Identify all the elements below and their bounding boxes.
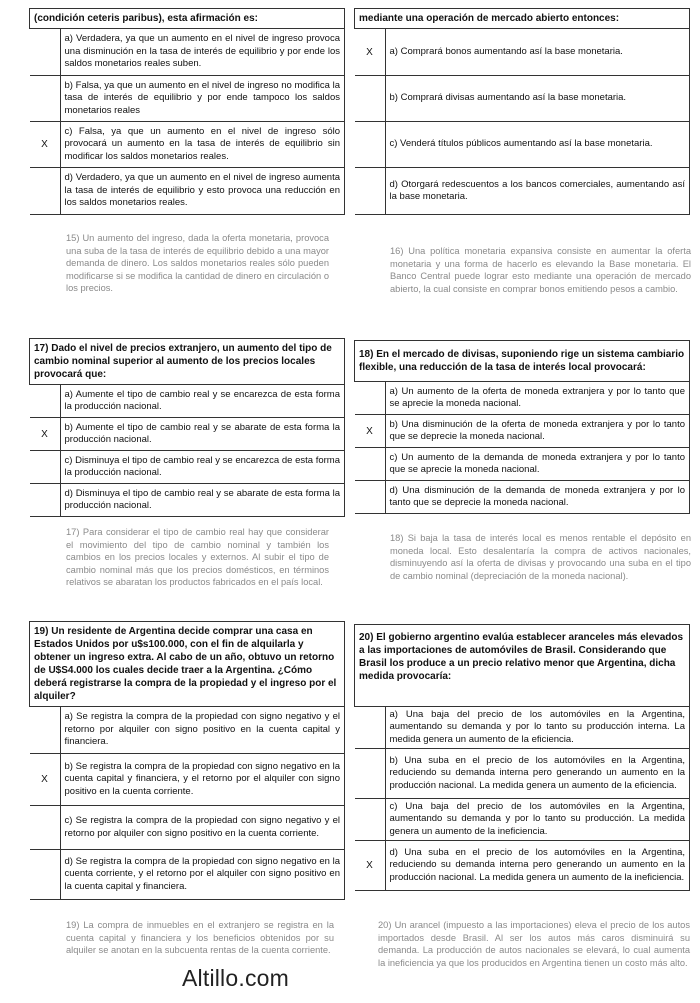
option-c: c) Un aumento de la demanda de moneda extranjera y por lo tanto que se aprecie la moneda nacional. bbox=[385, 448, 690, 481]
explanation-19: 19) La compra de inmuebles en el extranjero se registra en la cuenta capital y financiera y los beneficios obtenidos por su alquiler se anotan en la subcuenta rentas de la cuenta corriente. bbox=[66, 920, 334, 956]
option-a: a) Se registra la compra de la propiedad con signo negativo y el retorno por alquiler con signo positivo en la cuenta capital y financiera. bbox=[60, 707, 345, 754]
question-header: 17) Dado el nivel de precios extranjero, un aumento del tipo de cambio nominal superior al aumento de los precios locales provocará que: bbox=[30, 339, 345, 385]
explanation-15: 15) Un aumento del ingreso, dada la oferta monetaria, provoca una suba de la tasa de interés de equilibrio debido a una mayor demanda de dinero. Los saldos monetarios reales sólo pueden modificarse si se modifica la cantidad de dinero en circulación o los precios. bbox=[66, 233, 329, 294]
answer-mark bbox=[30, 451, 61, 484]
answer-mark bbox=[355, 448, 386, 481]
answer-mark bbox=[30, 29, 61, 76]
option-d: d) Verdadero, ya que un aumento en el nivel de ingreso aumenta la tasa de interés de equilibrio y esto provoca una reducción en los saldos monetarios reales. bbox=[60, 168, 345, 215]
question-header: 19) Un residente de Argentina decide comprar una casa en Estados Unidos por u$s100.000, con el fin de alquilarla y obtener un ingreso extra. Al cabo de un año, obtuvo un retorno de U$S4.000 los cuales decide traer a la Argentina. ¿Cómo deberá registrarse la compra de la propiedad y el ingreso por el alquiler? bbox=[30, 622, 345, 707]
answer-mark bbox=[30, 484, 61, 517]
question-20-table bbox=[354, 624, 690, 891]
question-header: mediante una operación de mercado abierto entonces: bbox=[355, 9, 690, 29]
option-c: c) Una baja del precio de los automóviles en la Argentina, aumentando su demanda y por lo tanto su producción. La medida genera un aumento de la ineficiencia. bbox=[385, 799, 690, 841]
option-d: d) Disminuya el tipo de cambio real y se abarate de esta forma la producción nacional. bbox=[60, 484, 345, 517]
question-17-table bbox=[29, 338, 345, 517]
answer-mark bbox=[355, 749, 386, 799]
option-c: c) Falsa, ya que un aumento en el nivel de ingreso sólo provocará un aumento en la tasa de interés de equilibrio sin modificar los saldos monetarios reales. bbox=[60, 122, 345, 168]
answer-mark bbox=[355, 481, 386, 514]
answer-mark: X bbox=[355, 415, 386, 448]
answer-mark bbox=[30, 385, 61, 418]
question-14-table bbox=[29, 8, 345, 215]
answer-mark bbox=[30, 707, 61, 754]
option-a: a) Verdadera, ya que un aumento en el nivel de ingreso provoca una disminución en la tasa de interés de equilibrio y por ende los saldos monetarios reales suben. bbox=[60, 29, 345, 76]
explanation-20: 20) Un arancel (impuesto a las importaciones) eleva el precio de los autos importados desde Brasil. Al ser los autos más caros disminuirá su demanda. La producción de autos nacionales se elevará, lo cual aumenta la ineficiencia ya que los producidos en Argentina tienen un costo más alto. bbox=[378, 920, 690, 968]
answer-mark: X bbox=[355, 841, 386, 891]
answer-mark: X bbox=[30, 754, 61, 806]
option-c: c) Se registra la compra de la propiedad con signo negativo y el retorno por alquiler con signo positivo en la cuenta corriente. bbox=[60, 806, 345, 850]
answer-mark bbox=[355, 382, 386, 415]
option-b: b) Se registra la compra de la propiedad con signo negativo en la cuenta capital y financiera, y el retorno por el alquiler con signo positivo en la cuenta corriente. bbox=[60, 754, 345, 806]
option-a: a) Aumente el tipo de cambio real y se encarezca de esta forma la producción nacional. bbox=[60, 385, 345, 418]
answer-mark bbox=[355, 76, 386, 122]
answer-mark: X bbox=[30, 122, 61, 168]
answer-mark: X bbox=[30, 418, 61, 451]
explanation-16: 16) Una política monetaria expansiva consiste en aumentar la oferta monetaria y una forma de hacerlo es elevando la Base monetaria. El Banco Central puede lograr esto mediante una operación de mercado abierto, la cual consiste en comprar bonos emitiendo pesos a cambio. bbox=[390, 246, 691, 294]
option-a: a) Una baja del precio de los automóviles en la Argentina, aumentando su demanda y por lo tanto su producción interna. La medida genera un aumento de la eficiencia. bbox=[385, 707, 690, 749]
option-c: c) Venderá títulos públicos aumentando así la base monetaria. bbox=[385, 122, 690, 168]
question-header: (condición ceteris paribus), esta afirmación es: bbox=[30, 9, 345, 29]
explanation-18: 18) Si baja la tasa de interés local es menos rentable el depósito en moneda local. Esto desalentaría la compra de activos nacionales, disminuyendo así la oferta de divisas y provocando una suba en el tipo de cambio nominal (depreciación de la moneda nacional). bbox=[390, 533, 691, 581]
option-d: d) Una disminución de la demanda de moneda extranjera y por lo tanto que se deprecie la moneda nacional. bbox=[385, 481, 690, 514]
option-d: d) Una suba en el precio de los automóviles en la Argentina, reduciendo su demanda interna pero generando un aumento en la producción nacional. La medida genera un aumento de la ineficiencia. bbox=[385, 841, 690, 891]
option-b: b) Una suba en el precio de los automóviles en la Argentina, reduciendo su demanda interna pero generando un aumento en la producción nacional. La medida genera un aumento de la eficiencia. bbox=[385, 749, 690, 799]
answer-mark bbox=[355, 122, 386, 168]
option-a: a) Un aumento de la oferta de moneda extranjera y por lo tanto que se aprecie la moneda nacional. bbox=[385, 382, 690, 415]
option-b: b) Una disminución de la oferta de moneda extranjera y por lo tanto que se deprecie la moneda nacional. bbox=[385, 415, 690, 448]
answer-mark bbox=[355, 799, 386, 841]
answer-mark bbox=[355, 707, 386, 749]
question-16-table bbox=[354, 8, 690, 215]
answer-mark bbox=[30, 168, 61, 215]
option-b: b) Comprará divisas aumentando así la base monetaria. bbox=[385, 76, 690, 122]
answer-mark bbox=[355, 168, 386, 215]
option-b: b) Aumente el tipo de cambio real y se abarate de esta forma la producción nacional. bbox=[60, 418, 345, 451]
option-a: a) Comprará bonos aumentando así la base monetaria. bbox=[385, 29, 690, 76]
answer-mark: X bbox=[355, 29, 386, 76]
site-watermark: Altillo.com bbox=[182, 965, 290, 991]
explanation-17: 17) Para considerar el tipo de cambio real hay que considerar el movimiento del tipo de cambio nominal y también los cambios en los precios locales y externos. Al subir el tipo de cambio nominal más que los precios domésticos, en términos relativos se abaratan los productos fabricados en el país local. bbox=[66, 527, 329, 588]
question-18-table bbox=[354, 340, 690, 514]
answer-mark bbox=[30, 850, 61, 900]
option-d: d) Se registra la compra de la propiedad con signo negativo en la cuenta corriente, y el retorno por el alquiler con signo positivo en la cuenta capital y financiera. bbox=[60, 850, 345, 900]
option-c: c) Disminuya el tipo de cambio real y se encarezca de esta forma la producción nacional. bbox=[60, 451, 345, 484]
question-header: 18) En el mercado de divisas, suponiendo rige un sistema cambiario flexible, una reducción de la tasa de interés local provocará: bbox=[355, 341, 690, 382]
question-header: 20) El gobierno argentino evalúa establecer aranceles más elevados a las importaciones de automóviles de Brasil. Considerando que Brasil los produce a un precio relativo menor que Argentina, dicha medida provocaría: bbox=[355, 625, 690, 707]
option-d: d) Otorgará redescuentos a los bancos comerciales, aumentando así la base monetaria. bbox=[385, 168, 690, 215]
option-b: b) Falsa, ya que un aumento en el nivel de ingreso no modifica la tasa de interés de equilibrio y por ende tampoco los saldos monetarios reales bbox=[60, 76, 345, 122]
question-19-table bbox=[29, 621, 345, 900]
answer-mark bbox=[30, 806, 61, 850]
answer-mark bbox=[30, 76, 61, 122]
